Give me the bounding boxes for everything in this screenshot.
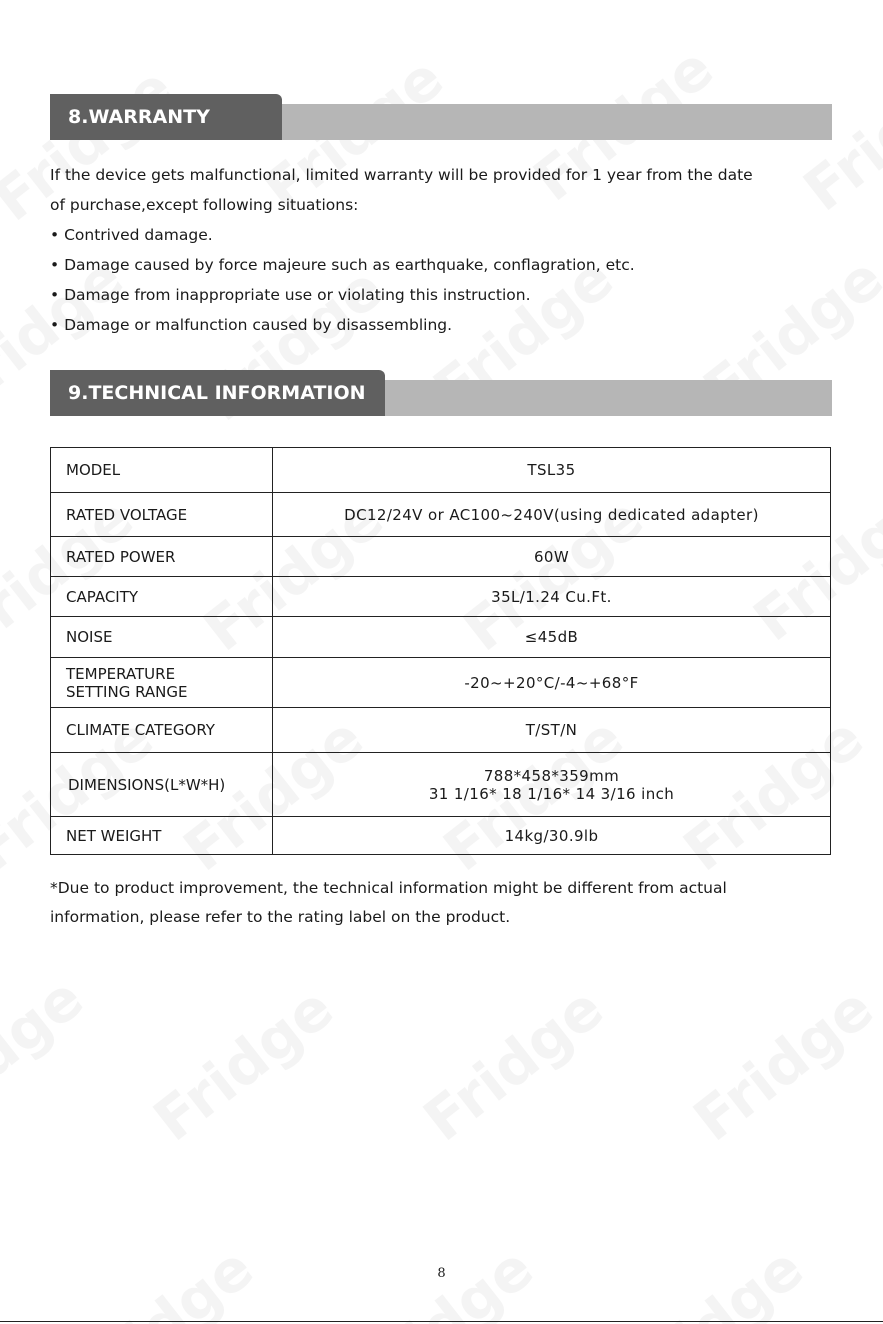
page-bottom-rule bbox=[0, 1321, 883, 1322]
warranty-section-header bbox=[50, 94, 832, 140]
table-row bbox=[51, 753, 831, 817]
warranty-bullet: • Contrived damage. bbox=[50, 226, 213, 244]
table-row bbox=[51, 817, 831, 855]
row-value: 35L/1.24 Cu.Ft. bbox=[273, 577, 831, 617]
row-value: TSL35 bbox=[273, 448, 831, 493]
table-row bbox=[51, 577, 831, 617]
row-value bbox=[273, 753, 831, 817]
row-value: 14kg/30.9lb bbox=[273, 817, 831, 855]
watermark bbox=[141, 974, 346, 1155]
row-value-line: 31 1/16* 18 1/16* 14 3/16 inch bbox=[428, 784, 675, 803]
table-row bbox=[51, 658, 831, 708]
warranty-intro-line: of purchase,except following situations: bbox=[50, 196, 359, 214]
row-label: DIMENSIONS(L*W*H) bbox=[51, 753, 273, 817]
row-value-line: 788*458*359mm bbox=[483, 766, 620, 785]
row-label: RATED POWER bbox=[51, 537, 273, 577]
tech-info-table bbox=[50, 447, 831, 855]
warranty-intro-line: If the device gets malfunctional, limited warranty will be provided for 1 year from the date bbox=[50, 166, 753, 184]
table-row bbox=[51, 708, 831, 753]
row-value: -20~+20°C/-4~+68°F bbox=[273, 658, 831, 708]
warranty-bullet: • Damage from inappropriate use or violating this instruction. bbox=[50, 286, 531, 304]
table-row bbox=[51, 537, 831, 577]
warranty-text bbox=[50, 160, 840, 340]
watermark bbox=[681, 974, 883, 1155]
watermark bbox=[411, 974, 616, 1155]
row-value: ≤45dB bbox=[273, 617, 831, 658]
warranty-heading: 8.WARRANTY bbox=[50, 94, 282, 140]
table-row bbox=[51, 617, 831, 658]
row-label: MODEL bbox=[51, 448, 273, 493]
note-line: *Due to product improvement, the technical information might be different from actual bbox=[50, 879, 727, 897]
product-improvement-note bbox=[50, 874, 840, 932]
tech-heading: 9.TECHNICAL INFORMATION bbox=[50, 370, 385, 416]
row-value: T/ST/N bbox=[273, 708, 831, 753]
table-row bbox=[51, 493, 831, 537]
tech-section-header bbox=[50, 370, 832, 416]
row-label: CAPACITY bbox=[51, 577, 273, 617]
row-value: DC12/24V or AC100~240V(using dedicated adapter) bbox=[273, 493, 831, 537]
row-label: NET WEIGHT bbox=[51, 817, 273, 855]
row-label: CLIMATE CATEGORY bbox=[51, 708, 273, 753]
warranty-bullet: • Damage or malfunction caused by disassembling. bbox=[50, 316, 453, 334]
table-row bbox=[51, 448, 831, 493]
row-label bbox=[51, 658, 273, 708]
row-label-line: SETTING RANGE bbox=[66, 682, 188, 701]
warranty-bullet: • Damage caused by force majeure such as earthquake, conflagration, etc. bbox=[50, 256, 635, 274]
note-line: information, please refer to the rating label on the product. bbox=[50, 908, 511, 926]
row-label: NOISE bbox=[51, 617, 273, 658]
row-label-line: TEMPERATURE bbox=[66, 664, 176, 683]
row-value: 60W bbox=[273, 537, 831, 577]
row-label: RATED VOLTAGE bbox=[51, 493, 273, 537]
watermark bbox=[0, 964, 96, 1145]
page-number: 8 bbox=[437, 1266, 446, 1281]
